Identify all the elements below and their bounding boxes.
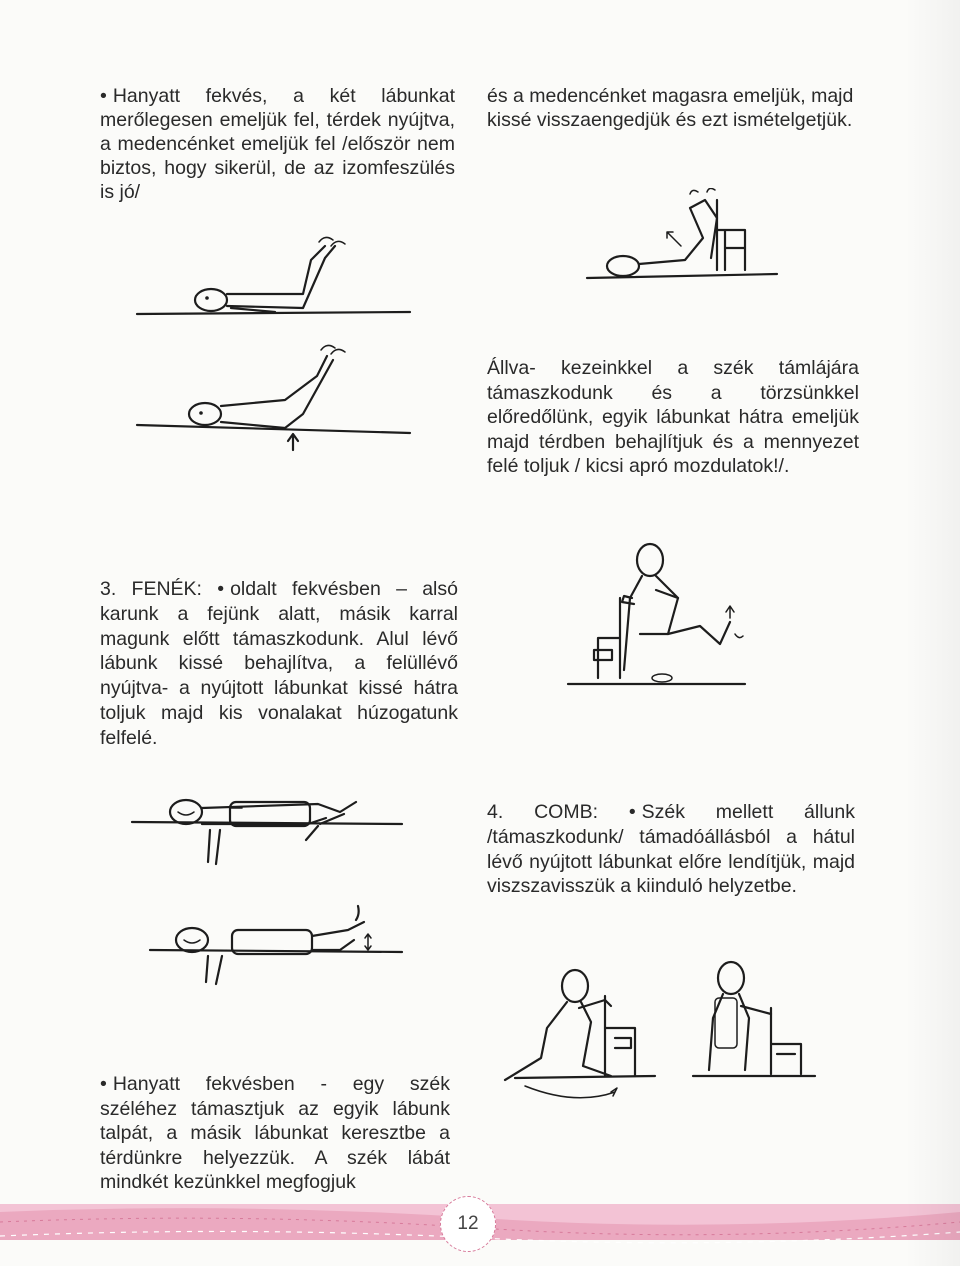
side-lying-leg-lift-illustration (130, 790, 405, 990)
page-edge-shadow (905, 0, 960, 1266)
section-4-heading: 4. COMB: (487, 801, 598, 823)
paragraph-supine-chair (100, 1072, 450, 1195)
page-number-badge (440, 1196, 496, 1252)
section-4-paragraph (487, 800, 855, 899)
paragraph-text: Hanyatt fekvés, a két lábunkat merőlegesen emeljük fel, térdek nyújtva, a medencénket emeljük fel /először nem biztos, hogy sikerül, de az izomfeszülés is jó/ (100, 85, 455, 203)
paragraph-text: Hanyatt fekvésben - egy szék széléhez támasztjuk az egyik lábunk talpát, a másik lábunkat keresztbe a térdünkre helyezzük. A szék lábát mindkét kezünkkel megfogjuk (100, 1073, 450, 1193)
paragraph-pelvis-lift-continued (487, 84, 857, 132)
paragraph-text: és a medencénket magasra emeljük, majd kissé visszaengedjük és ezt ismételgetjük. (487, 85, 854, 131)
bullet-icon: • (217, 578, 225, 600)
page-number: 12 (457, 1213, 479, 1234)
paragraph-text: Állva- kezeinkkel a szék támlájára támaszkodunk és a törzsünkkel előredőlünk, egyik lábunkat hátra emeljük majd térdben behajlítjuk és a mennyezet felé toljuk / kicsi apró mozdulatok!/. (487, 357, 859, 477)
section-3-text: oldalt fekvésben – alsó karunk a fejünk alatt, másik karral magunk előtt támaszkodunk. Alul lévő lábunk kissé behajlítva, a felüllévő nyújtva- a nyújtott lábunkat kissé hátra toljuk majd kis vonalakat húzogatunk felfelé. (100, 578, 458, 749)
bullet-icon: • (628, 801, 636, 823)
section-3-heading: 3. FENÉK: (100, 578, 202, 600)
section-4-text: Szék mellett állunk /támaszkodunk/ támadóállásból a hátul lévő nyújtott lábunkat előre lendítjük, majd viszszavisszük a kiinduló helyzetbe. (487, 801, 855, 898)
kneeling-chair-illustration (585, 188, 780, 288)
supine-legs-up-illustration (135, 228, 415, 453)
paragraph-supine-leg-raise (100, 84, 455, 204)
bullet-icon: • (100, 1073, 107, 1095)
paragraph-standing-back-kick (487, 356, 859, 479)
standing-back-kick-illustration (560, 538, 775, 698)
bullet-icon: • (100, 85, 107, 107)
section-3-paragraph (100, 577, 458, 751)
lunge-chair-illustration (485, 958, 825, 1108)
